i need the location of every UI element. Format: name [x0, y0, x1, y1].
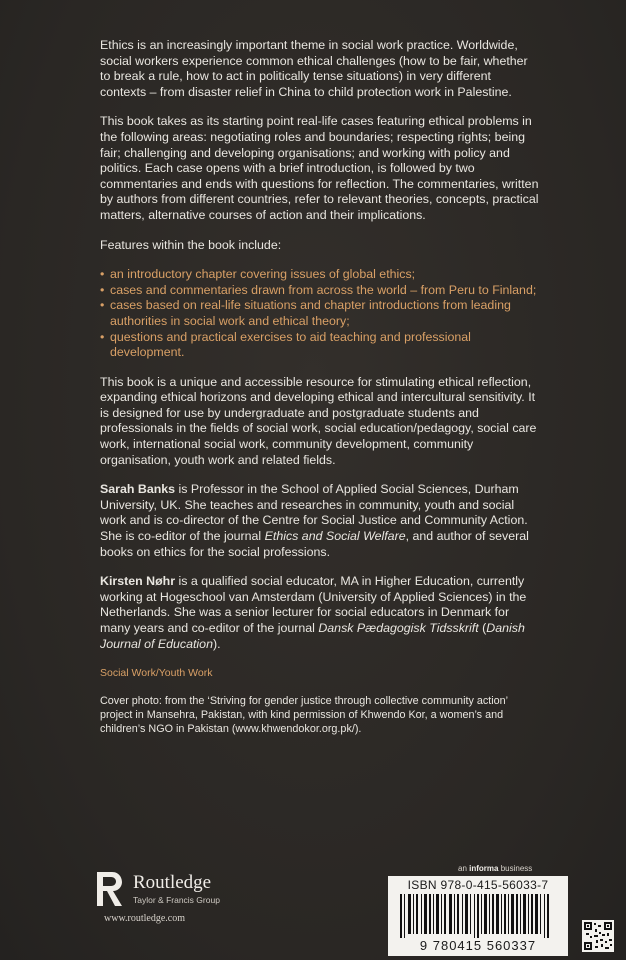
journal-title: Dansk Pædagogisk Tidsskrift [318, 621, 479, 635]
publisher-logo [95, 868, 255, 910]
qr-code-icon [582, 920, 614, 952]
routledge-r-icon [95, 870, 125, 908]
publisher-group: Taylor & Francis Group [133, 895, 220, 905]
journal-title: Ethics and Social Welfare [264, 529, 406, 544]
description-paragraph: This book takes as its starting point real-life cases featuring ethical problems in the following areas: negotiating roles and boundaries; respecting rights; being fair; challenging and developing organisations; and working with policy and politics. Each case opens with a brief introduction, is followed by two commentaries and ends with questions for reflection. The commentaries, written by authors from different countries, refer to relevant theories, concepts, practical matters, alternative courses of action and their implications. [100, 114, 539, 222]
barcode-bars [400, 894, 556, 938]
author-bio-nohr: Kirsten Nøhr is a qualified social educator, MA in Higher Education, currently working at Hogeschool van Amsterdam (University of Applied Sciences) in the Netherlands. She was a senior lecturer for social educators in Denmark for many years and co-editor of the journal Dansk Pædagogisk Tidsskrift (Danish Journal of Education). [100, 574, 527, 651]
list-item: • cases and commentaries drawn from across the world – from Peru to Finland; [100, 283, 540, 299]
author-bio-banks: Sarah Banks is Professor in the School of Applied Social Sciences, Durham University, UK. She teaches and researches in community, youth and social work and is co-director of the Centre for Social Justice and Community Action. She is co-editor of the journal Ethics and Social Welfare, and author of several books on ethics for the social professions. [100, 482, 529, 559]
list-item: • questions and practical exercises to aid teaching and professional development. [100, 330, 540, 361]
isbn-label: ISBN 978-0-415-56033-7 [407, 878, 549, 892]
cover-photo-credit: Cover photo: from the ‘Striving for gender justice through collective community action’ project in Mansehra, Pakistan, with kind permission of Khwendo Kor, a women’s and children’s NGO in Pakistan (www.khwendokor.org.pk/). [100, 694, 508, 735]
author-name: Sarah Banks [100, 482, 176, 497]
informa-tagline: an informa business [458, 864, 533, 873]
list-item: • an introductory chapter covering issues of global ethics; [100, 267, 540, 283]
list-item: • cases based on real-life situations and chapter introductions from leading authorities in social work and ethical theory; [100, 298, 540, 329]
journal-title-english: Danish Journal of Education [100, 621, 525, 651]
barcode-number: 9 780415 560337 [419, 938, 537, 953]
features-list [100, 267, 540, 361]
publisher-name: Routledge [133, 872, 212, 893]
intro-paragraph: Ethics is an increasingly important theme in social work practice. Worldwide, social workers experience common ethical challenges (how to be fair, whether to break a rule, how to act in politically tense situations) in very different contexts – from disaster relief in China to child protection work in Palestine. [100, 38, 528, 99]
blurb-column [100, 38, 540, 736]
subject-category: Social Work/Youth Work [100, 667, 213, 680]
isbn-barcode [388, 876, 568, 956]
author-name: Kirsten Nøhr [100, 574, 176, 589]
summary-paragraph: This book is a unique and accessible resource for stimulating ethical reflection, expanding ethical horizons and developing ethical and intercultural sensitivity. It is designed for use by undergraduate and postgraduate students and professionals in the fields of social work, social education/pedagogy, social care work, international social work, community development, community organisation, youth work and related fields. [100, 374, 537, 467]
publisher-url: www.routledge.com [104, 913, 185, 924]
features-heading: Features within the book include: [100, 237, 282, 252]
